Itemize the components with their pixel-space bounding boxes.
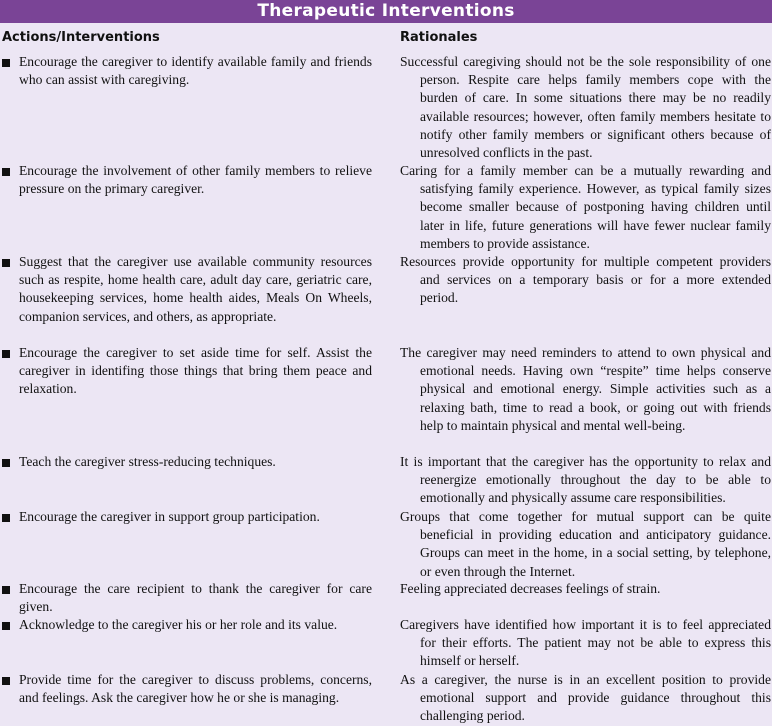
bullet-square-icon	[2, 59, 10, 67]
rationale-text: Resources provide opportunity for multiple competent providers and services on a temporary basis or for a more extended period.	[400, 254, 771, 306]
action-cell	[0, 162, 372, 198]
action-text: Encourage the caregiver to set aside time for self. Assist the caregiver in identifing those things that bring them peace and relaxation.	[19, 345, 372, 397]
action-text: Suggest that the caregiver use available community resources such as respite, home health care, adult day care, geriatric care, housekeeping services, home health aides, Meals On Wheels, companion services, and others, as appropriate.	[19, 254, 372, 324]
bullet-square-icon	[2, 259, 10, 267]
rationale-text: The caregiver may need reminders to attend to own physical and emotional needs. Having own “respite” time helps conserve physical and emotional energy. Simple activities such as a relaxing bath, time to read a book, or going out with friends help to maintain physical and mental well-being.	[400, 345, 771, 433]
rationale-cell	[400, 671, 771, 726]
rationale-cell	[400, 580, 771, 598]
action-cell	[0, 253, 372, 326]
rationale-cell	[400, 53, 771, 162]
action-cell	[0, 53, 372, 89]
action-text: Provide time for the caregiver to discuss problems, concerns, and feelings. Ask the caregiver how he or she is managing.	[19, 672, 372, 706]
bullet-square-icon	[2, 586, 10, 594]
rationale-cell	[400, 453, 771, 508]
rationale-text: Feeling appreciated decreases feelings of strain.	[400, 581, 661, 596]
action-cell	[0, 671, 372, 707]
action-cell	[0, 344, 372, 399]
rationale-cell	[400, 344, 771, 435]
action-text: Encourage the caregiver in support group participation.	[19, 509, 320, 524]
action-cell	[0, 616, 372, 634]
column-headers	[0, 23, 772, 48]
action-text: Encourage the involvement of other family members to relieve pressure on the primary caregiver.	[19, 163, 372, 197]
action-text: Teach the caregiver stress-reducing techniques.	[19, 454, 276, 469]
bullet-square-icon	[2, 622, 10, 630]
rationale-cell	[400, 508, 771, 581]
rationale-text: Groups that come together for mutual support can be quite beneficial in providing education and anticipatory guidance. Groups can meet in the home, in a social setting, by telephone, or even through the Internet.	[400, 509, 771, 579]
rationale-text: Caregivers have identified how important it is to feel appreciated for their efforts. The patient may not be able to express this himself or herself.	[400, 617, 771, 669]
table-title-banner: Therapeutic Interventions	[0, 0, 772, 23]
bullet-square-icon	[2, 168, 10, 176]
action-cell	[0, 580, 372, 616]
action-text: Acknowledge to the caregiver his or her role and its value.	[19, 617, 338, 632]
bullet-square-icon	[2, 677, 10, 685]
action-cell	[0, 453, 372, 471]
rationale-cell	[400, 253, 771, 308]
bullet-square-icon	[2, 514, 10, 522]
bullet-square-icon	[2, 350, 10, 358]
rationale-cell	[400, 162, 771, 253]
bullet-square-icon	[2, 459, 10, 467]
action-cell	[0, 508, 372, 526]
rationale-text: It is important that the caregiver has the opportunity to relax and reenergize emotionally throughout the day to be able to emotionally and physically assume care responsibilities.	[400, 454, 771, 506]
rationale-text: As a caregiver, the nurse is in an excellent position to provide emotional support and provide guidance throughout this challenging period.	[400, 672, 771, 724]
rationale-text: Caring for a family member can be a mutually rewarding and satisfying family experience. However, as typical family sizes become smaller because of postponing having children until later in life, future generations will have fewer nuclear family members to provide assistance.	[400, 163, 771, 251]
action-text: Encourage the care recipient to thank the caregiver for care given.	[19, 581, 372, 615]
actions-column-header: Actions/Interventions	[2, 30, 160, 45]
rationale-text: Successful caregiving should not be the sole responsibility of one person. Respite care helps family members cope with the burden of care. In some situations there may be no readily available resources; however, often family members hesitate to notify other family members or significant others because of unresolved conflicts in the past.	[400, 54, 771, 161]
action-text: Encourage the caregiver to identify available family and friends who can assist with caregiving.	[19, 54, 372, 88]
rationales-column-header: Rationales	[400, 30, 478, 45]
rationale-cell	[400, 616, 771, 671]
